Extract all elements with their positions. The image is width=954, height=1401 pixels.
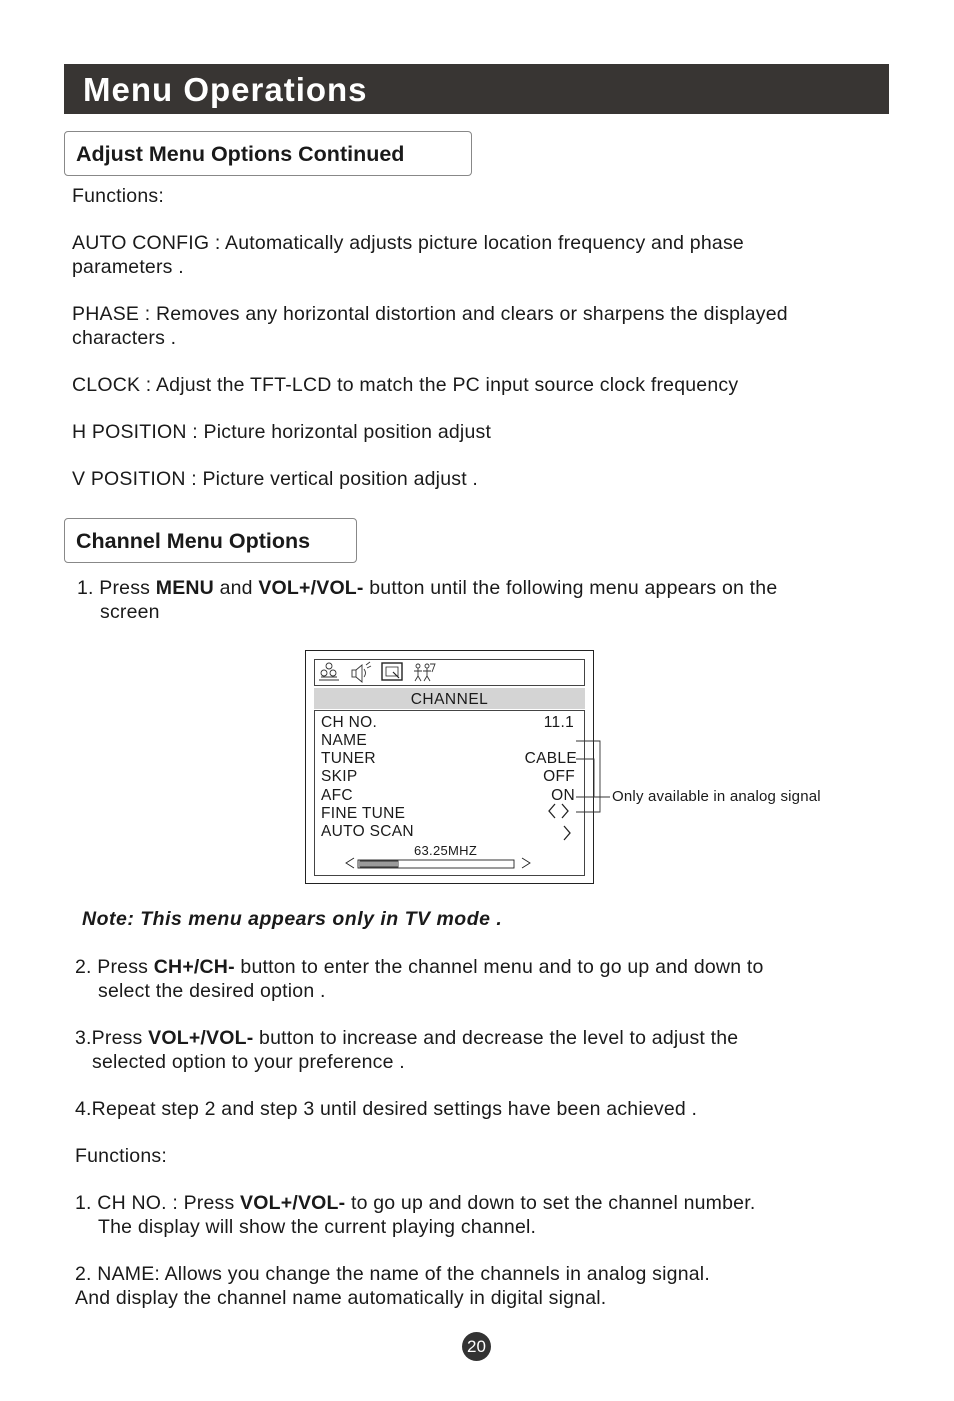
function-h-position: H POSITION : Picture horizontal position adjust xyxy=(72,421,492,443)
function-phase xyxy=(72,302,788,350)
section-title-adjust-menu: Adjust Menu Options Continued xyxy=(64,131,472,176)
menu-value-skip: OFF xyxy=(543,768,575,785)
menu-value-tuner: CABLE xyxy=(524,750,577,767)
menu-header: CHANNEL xyxy=(314,688,585,709)
menu-value-afc: ON xyxy=(551,787,575,804)
key-label: CH+/CH- xyxy=(153,956,235,978)
function-text: characters . xyxy=(72,327,177,349)
key-label: VOL+/VOL- xyxy=(148,1027,254,1049)
menu-item-skip: SKIP xyxy=(321,768,358,785)
page-number: 20 xyxy=(462,1332,491,1361)
step-1: 1. Press MENU and VOL+/VOL- button until the following menu appears on the screen xyxy=(77,577,778,623)
function-v-position: V POSITION : Picture vertical position adjust . xyxy=(72,468,479,490)
function-text: PHASE : Removes any horizontal distortion and clears or sharpens the displayed xyxy=(72,303,788,325)
monitor-icon xyxy=(382,663,402,680)
menu-item-name: NAME xyxy=(321,732,367,749)
tv-mode-note: Note: This menu appears only in TV mode . xyxy=(82,908,503,930)
menu-icon-bar xyxy=(314,659,585,686)
analog-signal-callout: Only available in analog signal xyxy=(612,788,821,805)
function-ch-no: 1. CH NO. : Press VOL+/VOL- to go up and down to set the channel number. The display will show the current playing channel. xyxy=(75,1192,756,1238)
menu-item-tuner: TUNER xyxy=(321,750,376,767)
frequency-slider xyxy=(346,858,530,868)
menu-value-ch-no: 11.1 xyxy=(543,714,574,731)
key-label: MENU xyxy=(155,577,214,599)
speaker-icon xyxy=(352,662,371,682)
step-4: 4.Repeat step 2 and step 3 until desired settings have been achieved . xyxy=(75,1098,698,1120)
menu-item-auto-scan: AUTO SCAN xyxy=(321,823,414,840)
auto-scan-arrow-icon xyxy=(564,826,570,840)
section-title-channel-menu: Channel Menu Options xyxy=(64,518,357,563)
function-text: parameters . xyxy=(72,256,184,278)
picture-icon xyxy=(319,663,339,680)
people-icon xyxy=(414,664,435,681)
function-clock: CLOCK : Adjust the TFT-LCD to match the PC input source clock frequency xyxy=(72,374,739,396)
step-3: 3.Press VOL+/VOL- button to increase and decrease the level to adjust the selected option to your preference . xyxy=(75,1027,739,1073)
menu-item-fine-tune: FINE TUNE xyxy=(321,805,406,822)
menu-item-ch-no: CH NO. xyxy=(321,714,378,731)
key-label: VOL+/VOL- xyxy=(258,577,364,599)
function-auto-config xyxy=(72,231,744,279)
fine-tune-arrows-icon xyxy=(549,804,568,818)
key-label: VOL+/VOL- xyxy=(240,1192,346,1214)
function-name: 2. NAME: Allows you change the name of the channels in analog signal. And display the channel name automatically in digital signal. xyxy=(75,1263,710,1309)
frequency-readout: 63.25MHZ xyxy=(414,843,478,858)
step-2: 2. Press CH+/CH- button to enter the channel menu and to go up and down to select the desired option . xyxy=(75,956,764,1002)
function-text: AUTO CONFIG : Automatically adjusts picture location frequency and phase xyxy=(72,232,744,254)
functions-label-2: Functions: xyxy=(75,1145,167,1167)
functions-label: Functions: xyxy=(72,185,164,207)
menu-item-afc: AFC xyxy=(321,787,353,804)
callout-bracket xyxy=(576,741,610,812)
page-title: Menu Operations xyxy=(64,64,889,114)
